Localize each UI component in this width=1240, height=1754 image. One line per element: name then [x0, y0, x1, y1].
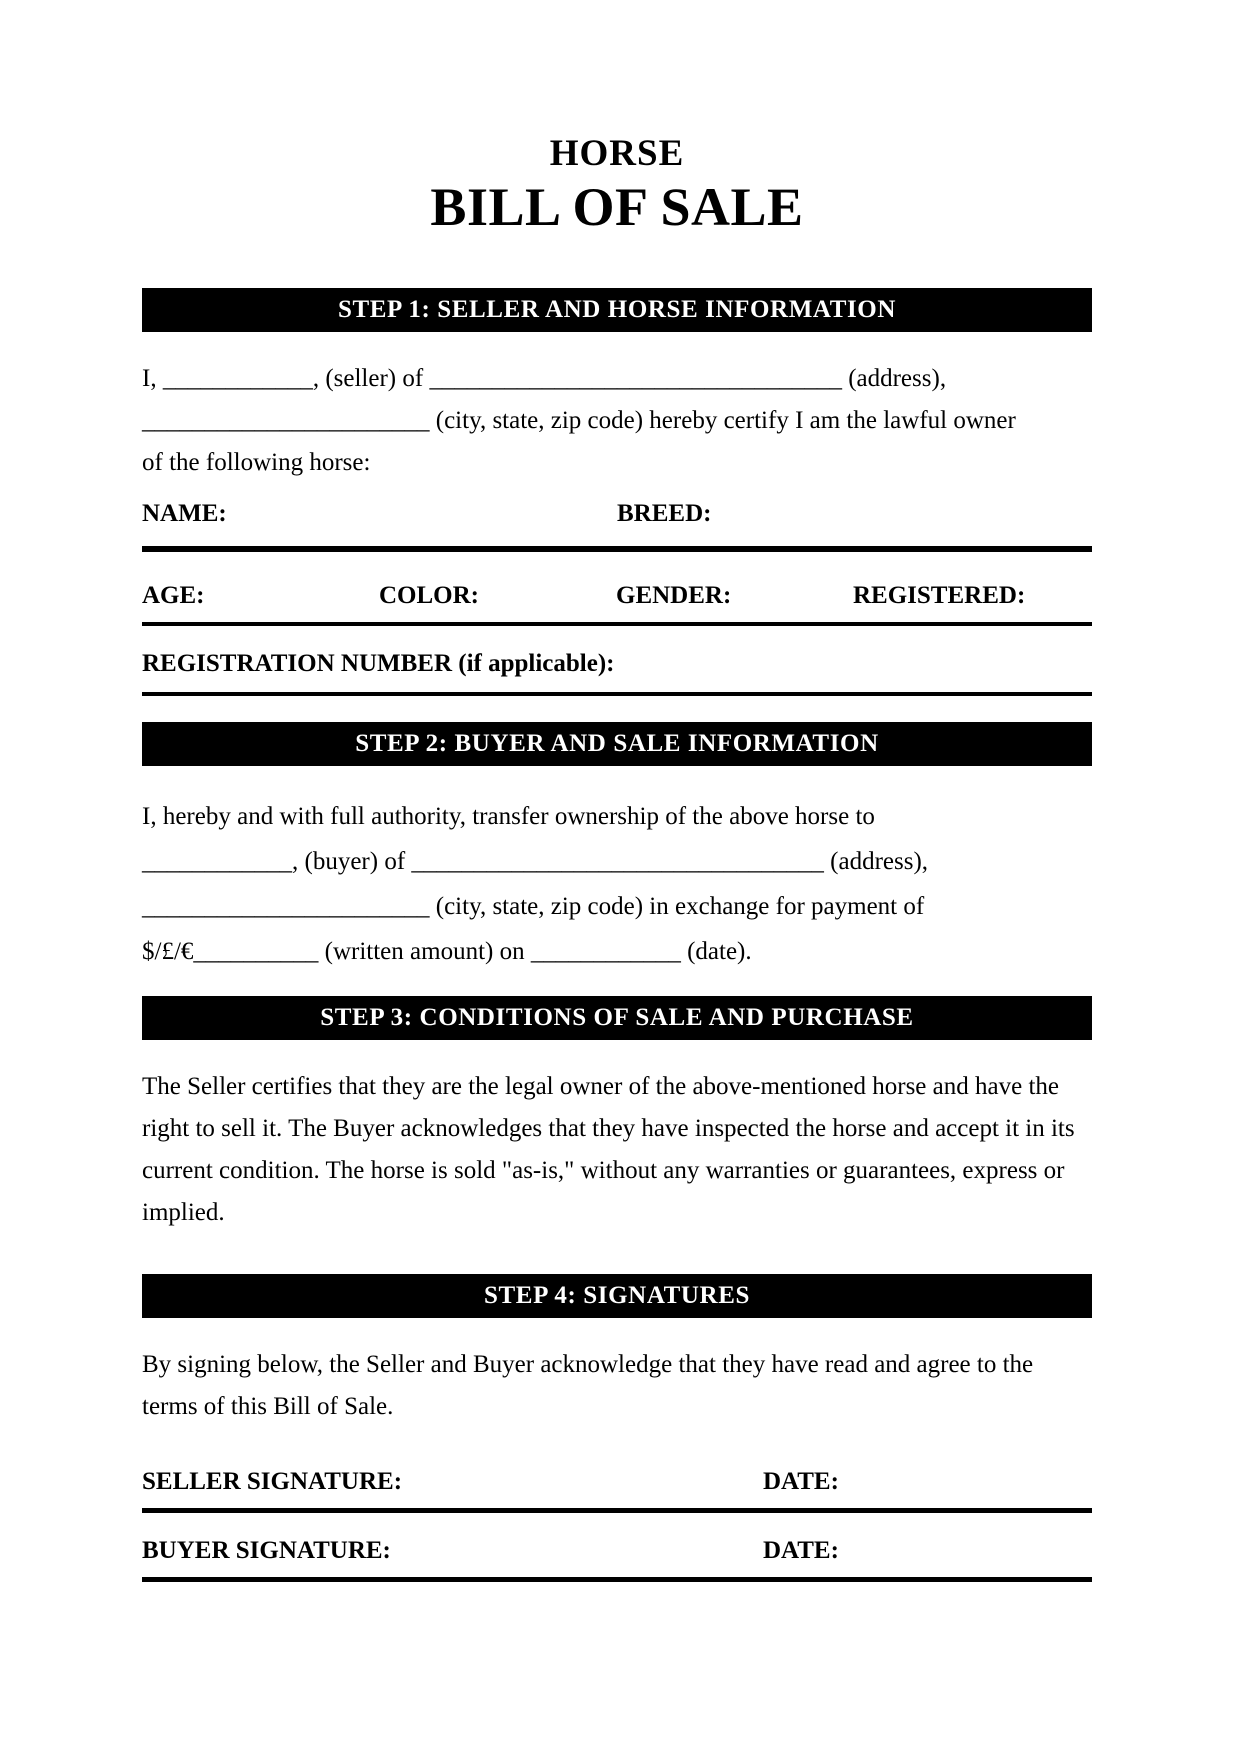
step4-paragraph-line: terms of this Bill of Sale.	[142, 1393, 394, 1420]
step4-paragraph	[142, 1344, 1092, 1428]
step1-paragraph-line: of the following horse:	[142, 449, 371, 476]
horse-name-label: NAME:	[142, 500, 227, 527]
step1-paragraph	[142, 358, 1092, 484]
buyer-date-label: DATE:	[763, 1537, 839, 1564]
horse-color-label: COLOR:	[379, 582, 479, 609]
horse-registered-label: REGISTERED:	[853, 582, 1026, 609]
horse-details-row	[142, 578, 1092, 626]
step3-paragraph-line: current condition. The horse is sold "as-is," without any warranties or guarantees, express or	[142, 1157, 1065, 1184]
step1-paragraph-line: I, ____________, (seller) of _________________________________ (address),	[142, 365, 947, 392]
step1-section-header: STEP 1: SELLER AND HORSE INFORMATION	[142, 288, 1092, 332]
horse-name-breed-row	[142, 496, 1092, 552]
document-title: BILL OF SALE	[430, 177, 804, 237]
document-subtitle: HORSE	[549, 133, 685, 174]
step3-paragraph-line: implied.	[142, 1199, 225, 1226]
step4-paragraph-line: By signing below, the Seller and Buyer acknowledge that they have read and agree to the	[142, 1351, 1034, 1378]
step3-paragraph-line: The Seller certifies that they are the legal owner of the above-mentioned horse and have the	[142, 1073, 1059, 1100]
buyer-signature-row	[142, 1533, 1092, 1582]
step2-section-header: STEP 2: BUYER AND SALE INFORMATION	[142, 722, 1092, 766]
step3-section-header: STEP 3: CONDITIONS OF SALE AND PURCHASE	[142, 996, 1092, 1040]
step1-paragraph-line: _______________________ (city, state, zip code) hereby certify I am the lawful owner	[142, 407, 1016, 434]
seller-signature-label: SELLER SIGNATURE:	[142, 1468, 403, 1495]
step2-paragraph-line: ____________, (buyer) of _________________________________ (address),	[142, 848, 929, 875]
bill-of-sale-form	[0, 132, 1240, 1582]
step3-paragraph-line: right to sell it. The Buyer acknowledges that they have inspected the horse and accept it in its	[142, 1115, 1075, 1142]
registration-number-row	[142, 646, 1092, 696]
step3-paragraph	[142, 1066, 1092, 1234]
step2-paragraph-line: $/£/€__________ (written amount) on ____________ (date).	[142, 938, 752, 965]
horse-breed-label: BREED:	[617, 500, 712, 527]
registration-number-label: REGISTRATION NUMBER (if applicable):	[142, 650, 615, 677]
step2-paragraph	[142, 794, 1092, 974]
seller-signature-row	[142, 1464, 1092, 1513]
step2-paragraph-line: I, hereby and with full authority, transfer ownership of the above horse to	[142, 803, 875, 830]
horse-gender-label: GENDER:	[616, 582, 732, 609]
step2-paragraph-line: _______________________ (city, state, zip code) in exchange for payment of	[142, 893, 925, 920]
horse-age-label: AGE:	[142, 582, 205, 609]
buyer-signature-label: BUYER SIGNATURE:	[142, 1537, 391, 1564]
seller-date-label: DATE:	[763, 1468, 839, 1495]
step4-section-header: STEP 4: SIGNATURES	[142, 1274, 1092, 1318]
